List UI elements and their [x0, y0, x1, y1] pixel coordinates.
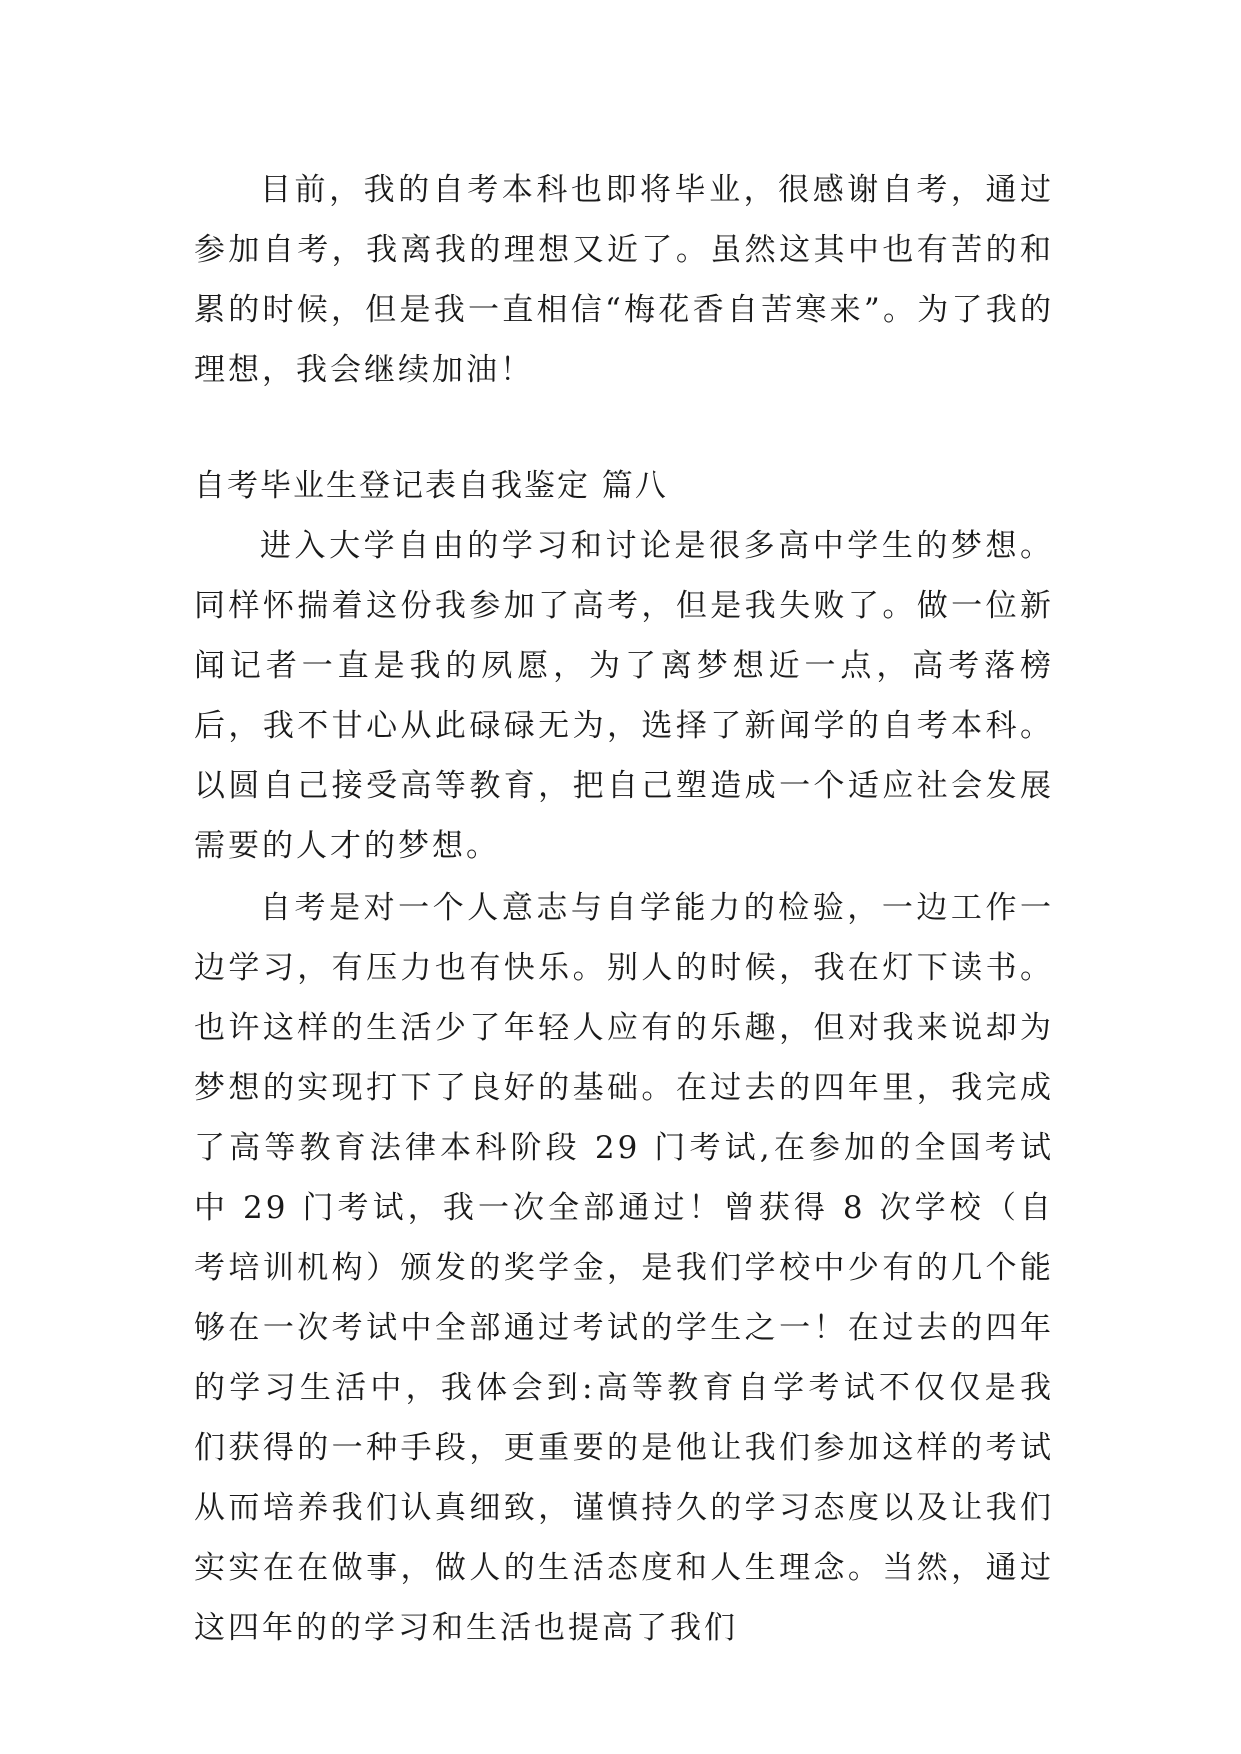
paragraph-intro: 进入大学自由的学习和讨论是很多高中学生的梦想。同样怀揣着这份我参加了高考，但是我失败了。做一位新闻记者一直是我的夙愿，为了离梦想近一点，高考落榜后，我不甘心从此碌碌无为，选择了新闻学的自考本科。以圆自己接受高等教育，把自己塑造成一个适应社会发展需要的人才的梦想。 [194, 528, 1054, 864]
paragraph-experience: 自考是对一个人意志与自学能力的检验，一边工作一边学习，有压力也有快乐。别人的时候，我在灯下读书。也许这样的生活少了年轻人应有的乐趣，但对我来说却为梦想的实现打下了良好的基础。在过去的四年里，我完成了高等教育法律本科阶段 29 门考试,在参加的全国考试中 29 门考试，我一次全部通过！曾获得 8 次学校（自考培训机构）颁发的奖学金，是我们学校中少有的几个能够在一次考试中全部通过考试的学生之一！在过去的四年的学习生活中，我体会到:高等教育自学考试不仅仅是我们获得的一种手段，更重要的是他让我们参加这样的考试从而培养我们认真细致，谨慎持久的学习态度以及让我们实实在在做事，做人的生活态度和人生理念。当然，通过这四年的的学习和生活也提高了我们 [194, 890, 1054, 1646]
section-heading: 自考毕业生登记表自我鉴定 篇八 [194, 468, 668, 504]
paragraph-closing: 目前，我的自考本科也即将毕业，很感谢自考，通过参加自考，我离我的理想又近了。虽然这其中也有苦的和累的时候，但是我一直相信“梅花香自苦寒来”。为了我的理想，我会继续加油！ [194, 172, 1054, 388]
document-body [194, 160, 1054, 1658]
